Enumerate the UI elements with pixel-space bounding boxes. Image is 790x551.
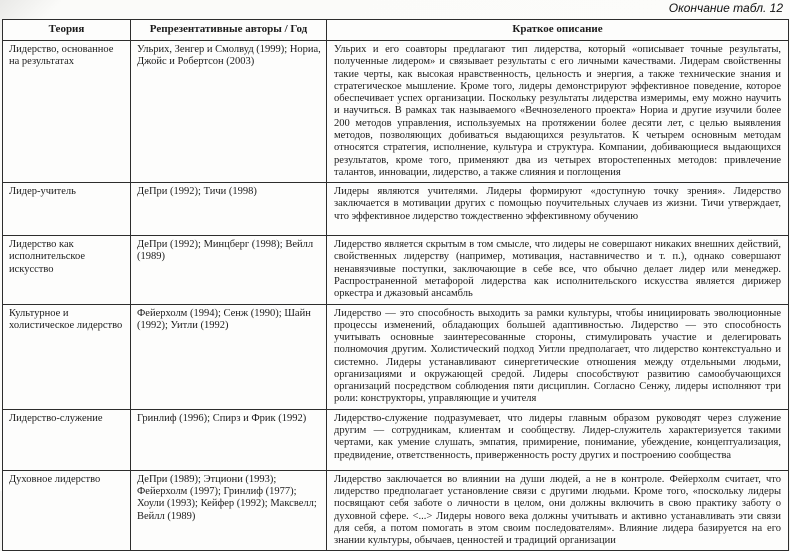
description-cell: Лидеры являются учителями. Лидеры формируют «доступную точку зрения». Лидерство заключается в мотивации других с помощью поучительных случаев из жизни. Тичи утверждает, что эффективное лидерство тождественно эффективному обучению (327, 183, 789, 236)
theory-cell: Лидерство, основанное на результатах (3, 41, 131, 183)
description-cell: Лидерство — это способность выходить за рамки культуры, чтобы инициировать эволюционные процессы изменений, обладающих большей адаптивностью. Лидерство — это способность учитывать основные заинтересованные стороны, стимулировать участие и делегировать полномочия другим. Холистический подход Уитли предполагает, что лидерство контекстуально и системно. Лидеры устанавливают синергетические отношения между отдельными людьми, организациями и окружающей средой. Лидеры способствуют развитию самообучающихся организаций посредством соблюдения пяти дисциплин. Согласно Сенжу, лидеры исполняют три роли: конструкторы, управляющие и учителя (327, 304, 789, 409)
col-header-description: Краткое описание (327, 20, 789, 41)
theory-cell: Культурное и холистическое лидерство (3, 304, 131, 409)
authors-cell: ДеПри (1989); Этциони (1993); Фейерхолм (1997); Гринлиф (1977); Хоули (1993); Кейфер (1992); Максвелл; Вейлл (1989) (131, 470, 327, 551)
table-row (3, 304, 789, 409)
theory-cell: Лидерство как исполнительское искусство (3, 236, 131, 304)
table-row (3, 470, 789, 551)
authors-cell: ДеПри (1992); Тичи (1998) (131, 183, 327, 236)
description-cell: Ульрих и его соавторы предлагают тип лидерства, который «описывает точные результаты, полученные лидером» и связывает результаты с его личными качествами. Лидерам свойственны такие черты, как высокая нравственность, цельность и энергия, а также технические знания и стратегическое мышление. Кроме того, лидеры демонстрируют эффективное поведение, которое обеспечивает успех организации. Поскольку результаты лидерства измеримы, ему можно научить и научиться. В рамках так называемого «Вечнозеленого проекта» Нориа и другие изучили более 200 методов управления, используемых на протяжении более десяти лет, с целью выявления методов, позволяющих добиваться выдающихся результатов. К четырем основным методам относятся стратегия, исполнение, культура и структура. Компании, добивающиеся выдающихся результатов, кроме того, применяют два из четырех второстепенных методов: привлечение талантов, инновации, лидерство, а также слияния и поглощения (327, 41, 789, 183)
table-row (3, 41, 789, 183)
authors-cell: ДеПри (1992); Минцберг (1998); Вейлл (1989) (131, 236, 327, 304)
theory-cell: Духовное лидерство (3, 470, 131, 551)
leadership-theories-table (2, 19, 789, 551)
col-header-authors-year: Репрезентативные авторы / Год (131, 20, 327, 41)
theory-cell: Лидер-учитель (3, 183, 131, 236)
table-row (3, 409, 789, 470)
description-cell: Лидерство-служение подразумевает, что лидеры главным образом руководят через служение другим — сотрудникам, клиентам и сообществу. Лидер-служитель характеризуется такими чертами, как умение слушать, эмпатия, примирение, понимание, убеждение, концептуализация, предвидение, ответственность, приверженность росту других и построению сообщества (327, 409, 789, 470)
description-cell: Лидерство заключается во влиянии на души людей, а не в контроле. Фейерхолм считает, что лидерство предполагает установление связи с другими людьми. Кроме того, «поскольку лидеры посвящают себя заботе о личности в целом, они должны включить в свою практику заботу о духовной сфере. <...> Лидеры нового века должны учитывать и активно устанавливать эти связи для себя, а потом помогать в этом своим последователям». Влияние лидера базируется на его знании культуры, обычаев, ценностей и традиций организации (327, 470, 789, 551)
authors-cell: Гринлиф (1996); Спирз и Фрик (1992) (131, 409, 327, 470)
table-continuation-caption: Окончание табл. 12 (668, 1, 783, 15)
col-header-theory: Теория (3, 20, 131, 41)
authors-cell: Фейерхолм (1994); Сенж (1990); Шайн (1992); Уитли (1992) (131, 304, 327, 409)
table-row (3, 183, 789, 236)
theory-cell: Лидерство-служение (3, 409, 131, 470)
description-cell: Лидерство является скрытым в том смысле, что лидеры не совершают никаких внешних действий, свойственных лидерству (например, мотивация, наставничество и т. п.), однако совершают ненавязчивые поступки, заключающие в себе все, что обычно делает лидер или менеджер. Распространенной метафорой лидерства как исполнительского искусства является дирижер оркестра и джазовый ансамбль (327, 236, 789, 304)
table-header-row (3, 20, 789, 41)
table-row (3, 236, 789, 304)
authors-cell: Ульрих, Зенгер и Смолвуд (1999); Нориа, Джойс и Робертсон (2003) (131, 41, 327, 183)
